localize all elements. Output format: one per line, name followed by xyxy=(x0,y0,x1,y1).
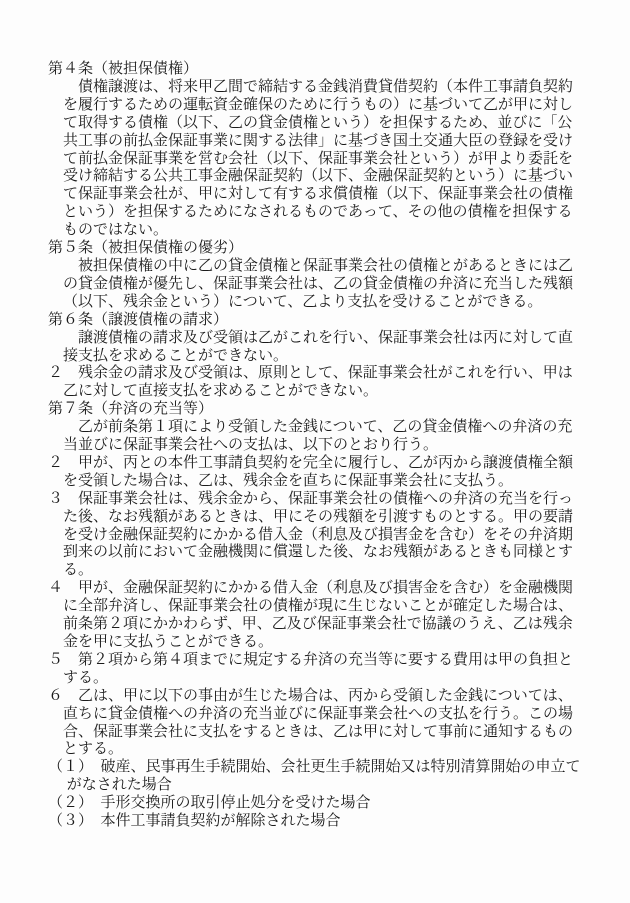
clause-paragraph: 乙が前条第１項により受領した金銭について、乙の貸金債権への弁済の充当並びに保証事業会社への支払は、以下のとおり行う。 xyxy=(63,419,573,454)
article-heading: 第５条（被担保債権の優劣） xyxy=(48,240,244,257)
sub-item: （３） 本件工事請負契約が解除された場合 xyxy=(48,813,341,830)
clause-paragraph: ２ 甲が、丙との本件工事請負契約を完全に履行し、乙が丙から譲渡債権全額を受領した場合は、乙は、残余金を直ちに保証事業会社に支払う。 xyxy=(48,454,574,489)
clause-paragraph: 譲渡債権の請求及び受領は乙がこれを行い、保証事業会社は丙に対して直接支払を求めることができない。 xyxy=(63,329,574,364)
clause-paragraph: 債権譲渡は、将来甲乙間で締結する金銭消費貸借契約（本件工事請負契約を履行するための運転資金確保のために行うもの）に基づいて乙が甲に対して取得する債権（以下、乙の貸金債権という）を担保するため、並びに「公共工事の前払金保証事業に関する法律」に基づき国土交通大臣の登録を受けて前払金保証事業を営む会社（以下、保証事業会社という）が甲より委託を受け締結する公共工事金融保証契約（以下、金融保証契約という）に基づいて保証事業会社が、甲に対して有する求償債権（以下、保証事業会社の債権という）を担保するためになされるものであって、その他の債権を担保するものではない。 xyxy=(63,78,574,239)
contract-document xyxy=(48,61,585,831)
article-heading: 第６条（譲渡債権の請求） xyxy=(48,311,229,328)
article-heading: 第７条（弁済の充当等） xyxy=(48,401,214,418)
clause-paragraph: ３ 保証事業会社は、残余金から、保証事業会社の債権への弁済の充当を行った後、なお残額があるときは、甲にその残額を引渡すものとする。甲の要請を受け金融保証契約にかかる借入金（利息及び損害金を含む）をその弁済期到来の以前において金融機関に償還した後、なお残額があるときも同様とする。 xyxy=(48,490,574,579)
article-heading: 第４条（被担保債権） xyxy=(48,61,199,77)
sub-item: （１） 破産、民事再生手続開始、会社更生手続開始又は特別清算開始の申立てがなされた場合 xyxy=(48,759,581,794)
clause-paragraph: 被担保債権の中に乙の貸金債権と保証事業会社の債権とがあるときには乙の貸金債権が優先し、保証事業会社は、乙の貸金債権の弁済に充当した残額（以下、残余金という）について、乙より支払を受けることができる。 xyxy=(63,257,574,310)
clause-paragraph: ５ 第２項から第４項までに規定する弁済の充当等に要する費用は甲の負担とする。 xyxy=(48,651,574,686)
clause-paragraph: ２ 残余金の請求及び受領は、原則として、保証事業会社がこれを行い、甲は乙に対して直接支払を求めることができない。 xyxy=(48,365,573,400)
clause-paragraph: ６ 乙は、甲に以下の事由が生じた場合は、丙から受領した金銭については、直ちに貸金債権への弁済の充当並びに保証事業会社への支払を行う。この場合、保証事業会社に支払をするときは、乙は甲に対して事前に通知するものとする。 xyxy=(48,687,574,758)
clause-paragraph: ４ 甲が、金融保証契約にかかる借入金（利息及び損害金を含む）を金融機関に全部弁済し、保証事業会社の債権が現に生じないことが確定した場合は、前条第２項にかかわらず、甲、乙及び保証事業会社で協議のうえ、乙は残余金を甲に支払うことができる。 xyxy=(48,580,574,650)
sub-item: （２） 手形交換所の取引停止処分を受けた場合 xyxy=(48,795,371,812)
